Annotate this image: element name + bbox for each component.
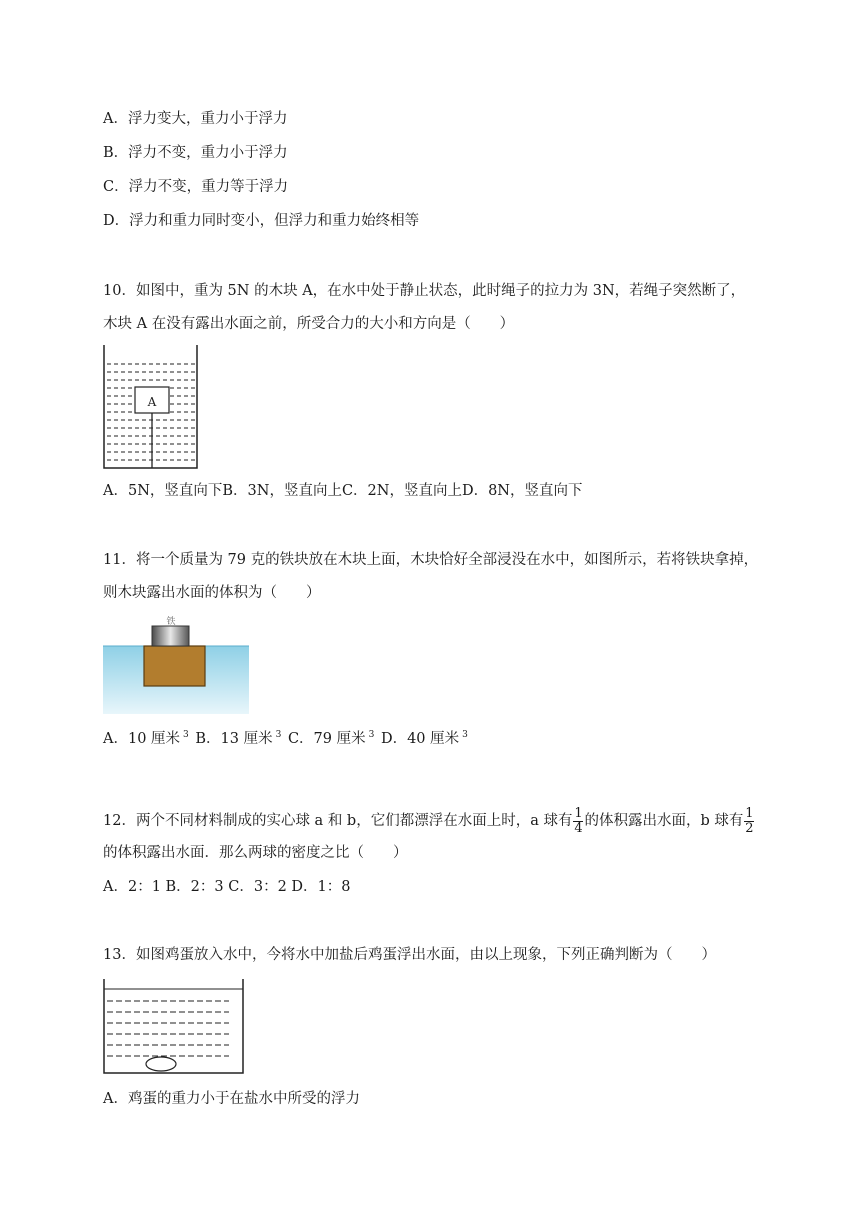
q13-egg [146, 1057, 176, 1071]
q12-stem-part2: 的体积露出水面，b 球有 [584, 813, 744, 829]
q9-option-a: A．浮力变大，重力小于浮力 [103, 111, 288, 127]
q12-stem-part1: 12．两个不同材料制成的实心球 a 和 b，它们都漂浮在水面上时，a 球有 [103, 813, 573, 829]
q12-fraction-a [573, 805, 583, 836]
q11-wood-block [144, 646, 205, 686]
q11-figure-iron-on-wood [103, 614, 249, 714]
q11-option-a: A．10 厘米 [103, 731, 181, 747]
q11-stem-line1: 11．将一个质量为 79 克的铁块放在木块上面，木块恰好全部浸没在水中，如图所示，若将铁块拿掉， [103, 552, 759, 568]
q13-figure-egg-in-water [103, 979, 247, 1075]
q10-figure-water-tank [103, 345, 199, 470]
q12-stem-line2: 的体积露出水面．那么两球的密度之比（ ） [103, 845, 408, 861]
q13-stem-line1: 13．如图鸡蛋放入水中，今将水中加盐后鸡蛋浮出水面，由以上现象，下列正确判断为（ ） [103, 947, 716, 963]
q11-options [103, 729, 470, 751]
q11-option-a-exponent: 3 [183, 730, 189, 740]
q9-option-d: D．浮力和重力同时变小，但浮力和重力始终相等 [103, 213, 420, 229]
q12-options: A．2：1 B．2：3 C．3：2 D．1：8 [103, 879, 351, 895]
q11-option-b-exponent: 3 [275, 730, 282, 740]
q10-options: A．5N，竖直向下B．3N，竖直向上C．2N，竖直向上D．8N，竖直向下 [103, 483, 583, 499]
q11-option-d-exponent: 3 [462, 730, 468, 740]
q11-option-c-exponent: 3 [368, 730, 375, 740]
q12-fraction-b-den: 2 [745, 820, 754, 836]
q12-fraction-b-num: 1 [745, 805, 754, 821]
q12-fraction-a-den: 4 [574, 820, 583, 836]
q11-stem-line2: 则木块露出水面的体积为（ ） [103, 585, 321, 601]
q12-stem-line1 [103, 805, 755, 837]
q10-stem-line2: 木块 A 在没有露出水面之前，所受合力的大小和方向是（ ） [103, 316, 515, 332]
q12-fraction-b [744, 805, 754, 836]
q9-option-b: B．浮力不变，重力小于浮力 [103, 145, 288, 161]
q11-option-d: D．40 厘米 [380, 731, 460, 747]
q11-option-c: C．79 厘米 [287, 731, 366, 747]
q12-fraction-a-num: 1 [574, 805, 583, 821]
q11-iron-label: 铁 [166, 617, 176, 627]
q11-option-b: B．13 厘米 [195, 731, 273, 747]
q10-stem-line1: 10．如图中，重为 5N 的木块 A，在水中处于静止状态，此时绳子的拉力为 3N，若绳子突然断了， [103, 283, 746, 299]
q13-option-a: A．鸡蛋的重力小于在盐水中所受的浮力 [103, 1091, 360, 1107]
q10-block-label: A [147, 395, 157, 409]
q9-option-c: C．浮力不变，重力等于浮力 [103, 179, 289, 195]
q11-iron-block [152, 626, 189, 646]
